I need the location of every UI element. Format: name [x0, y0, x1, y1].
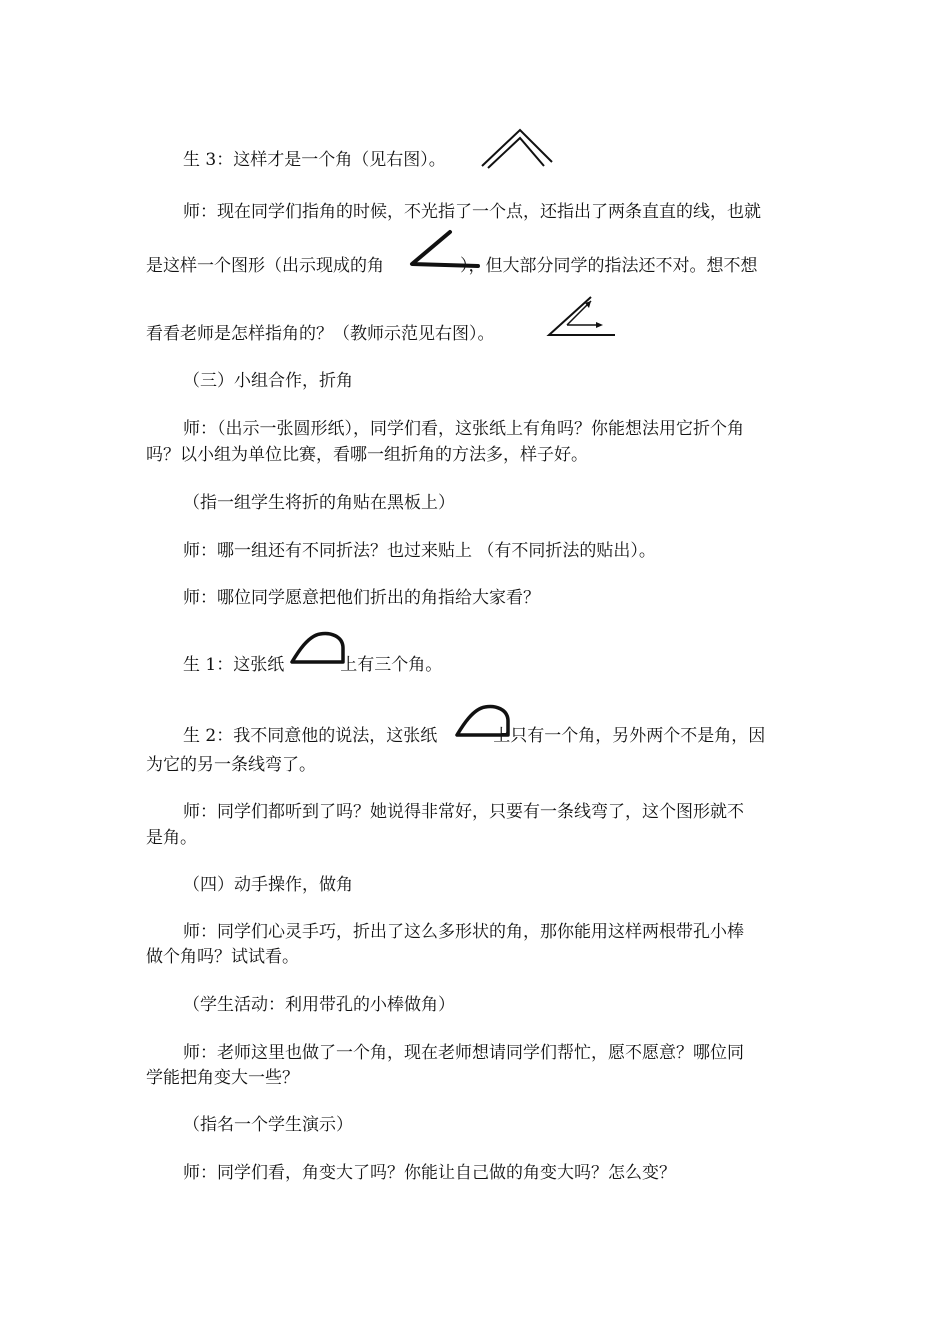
- text-after-figure: 上有三个角。: [340, 655, 443, 675]
- text-after-figure: ），但大部分同学的指法还不对。想不想: [460, 256, 758, 276]
- section-heading-4: （四）动手操作，做角: [183, 875, 353, 895]
- text-before-figure: 是这样一个图形（出示现成的角: [146, 256, 384, 276]
- paragraph-teacher-4: 师：哪位同学愿意把他们折出的角指给大家看？: [183, 588, 540, 608]
- paragraph-teacher-7a: 师：老师这里也做了一个角，现在老师想请同学们帮忙，愿不愿意？哪位同: [183, 1043, 744, 1063]
- text-before-figure: 生 2：我不同意他的说法，这张纸: [183, 726, 438, 746]
- double-chevron-angle-icon: [480, 126, 556, 170]
- paragraph-note-3: （指名一个学生演示）: [183, 1115, 353, 1135]
- paragraph-teacher-7b: 学能把角变大一些？: [146, 1068, 299, 1088]
- paragraph-teacher-6a: 师：同学们心灵手巧，折出了这么多形状的角，那你能用这样两根带孔小棒: [183, 922, 744, 942]
- paragraph-teacher-6b: 做个角吗？试试看。: [146, 947, 299, 967]
- angle-icon: [406, 228, 482, 272]
- paragraph-note-1: （指一组学生将折的角贴在黑板上）: [183, 493, 455, 513]
- text-before-figure: 生 1：这张纸: [183, 655, 285, 675]
- paragraph-teacher-8: 师：同学们看，角变大了吗？你能让自己做的角变大吗？怎么变？: [183, 1163, 676, 1183]
- paragraph-teacher-5b: 是角。: [146, 828, 197, 848]
- paragraph-teacher-1a: 师：现在同学们指角的时候，不光指了一个点，还指出了两条直直的线，也就: [183, 202, 761, 222]
- paragraph-teacher-3: 师：哪一组还有不同折法？也过来贴上 （有不同折法的贴出）。: [183, 541, 656, 561]
- semicircle-fold-icon: [288, 630, 348, 668]
- paragraph-teacher-1c: 看看老师是怎样指角的？（教师示范见右图）。: [146, 324, 495, 344]
- paragraph-student3: 生 3：这样才是一个角（见右图）。: [183, 150, 446, 170]
- paragraph-teacher-2a: 师：（出示一张圆形纸），同学们看，这张纸上有角吗？你能想法用它折个角: [183, 419, 744, 439]
- section-heading-3: （三）小组合作，折角: [183, 371, 353, 391]
- paragraph-student2b: 为它的另一条线弯了。: [146, 755, 316, 775]
- angle-pointing-arrows-icon: [545, 293, 617, 341]
- text-after-figure: 上只有一个角，另外两个不是角，因: [493, 726, 766, 746]
- paragraph-teacher-2b: 吗？以小组为单位比赛，看哪一组折角的方法多，样子好。: [146, 445, 588, 465]
- paragraph-teacher-5a: 师：同学们都听到了吗？她说得非常好，只要有一条线弯了，这个图形就不: [183, 802, 744, 822]
- semicircle-fold-icon: [453, 703, 513, 741]
- paragraph-note-2: （学生活动：利用带孔的小棒做角）: [183, 995, 455, 1015]
